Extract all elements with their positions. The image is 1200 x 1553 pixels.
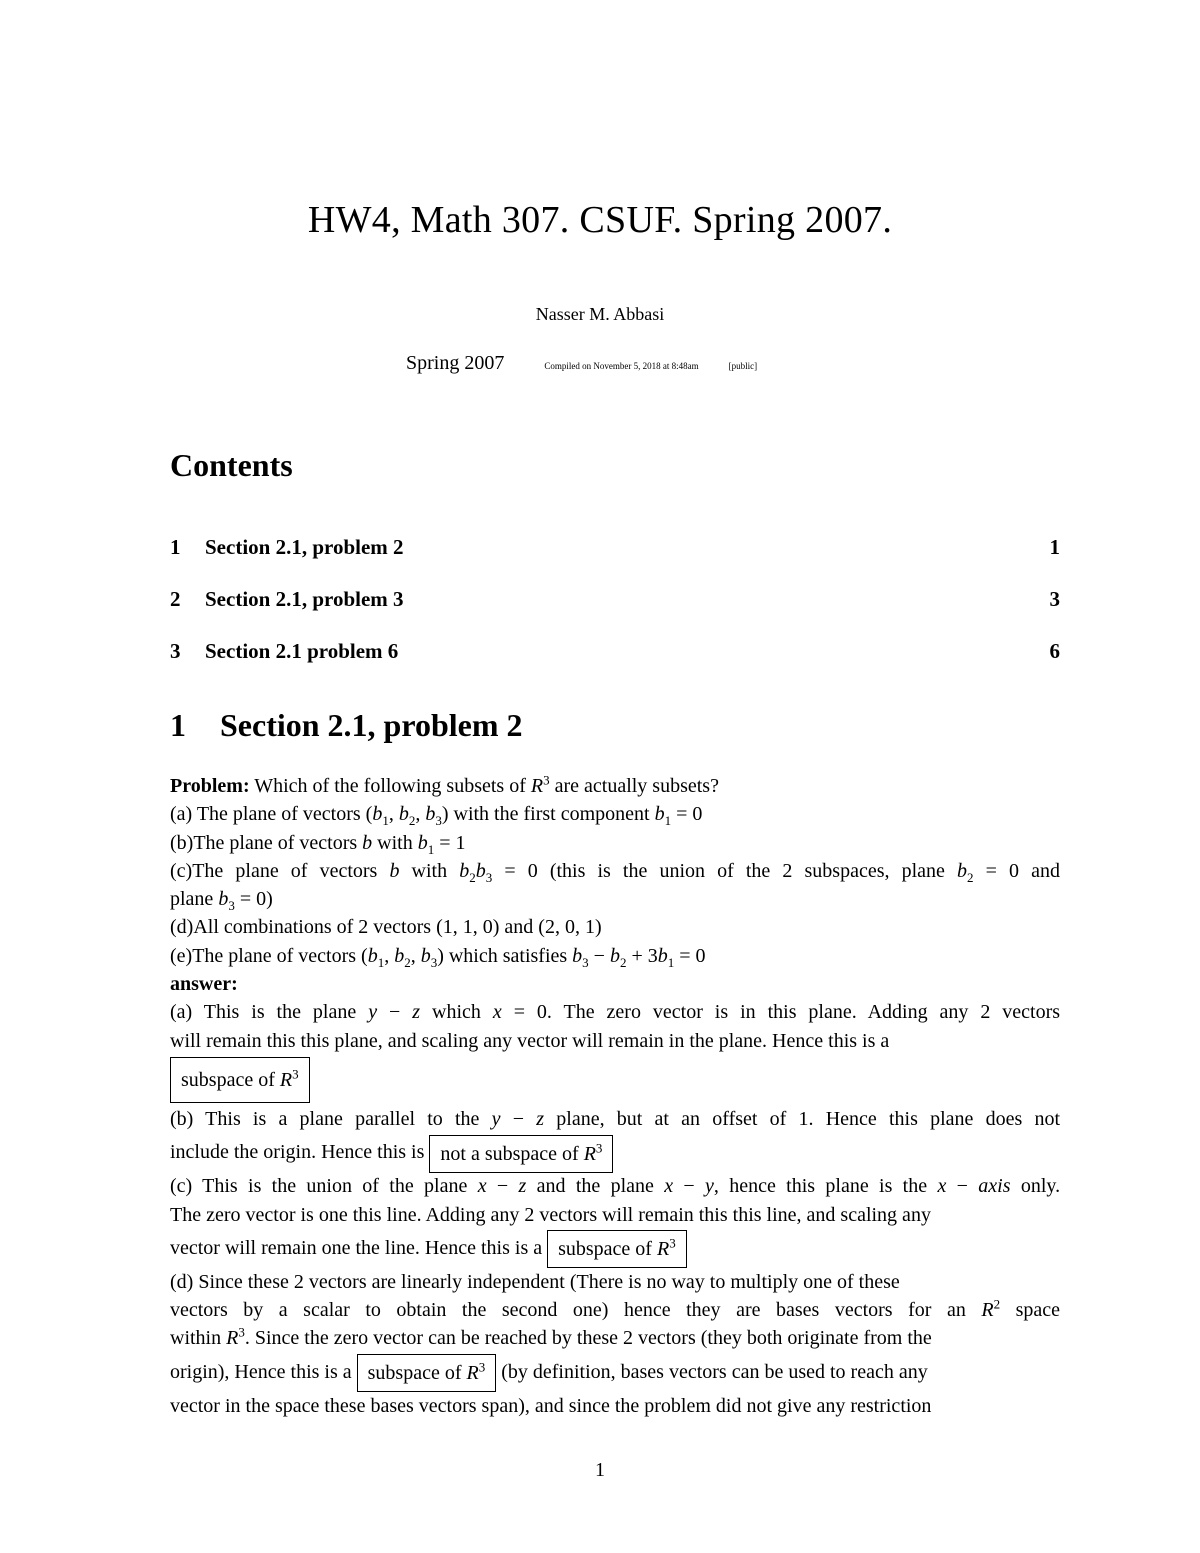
answer-label-line bbox=[170, 970, 1060, 998]
problem-item-e: (e)The plane of vectors ($b_1$, $b_2$, $b_3$) which satisfies $b_3 - b_2 + 3b_1 = 0$ bbox=[170, 944, 706, 970]
problem-item-d: (d)All combinations of 2 vectors (1, 1, 0) and (2, 0, 1) bbox=[170, 916, 602, 939]
answer-a-result bbox=[170, 1055, 1060, 1105]
toc-entry[interactable] bbox=[170, 532, 1060, 562]
problem-statement: Problem: Which of the following subsets of $R^3$ are actually subsets? bbox=[170, 772, 719, 797]
answer-label: answer: bbox=[170, 973, 238, 996]
toc-page: 3 bbox=[1049, 587, 1060, 611]
date: Spring 2007 bbox=[406, 352, 505, 374]
answer-c: (c) This is the union of the plane x − z and the plane x − y, hence this plane is the x − axis only. bbox=[170, 1175, 1060, 1198]
date-line bbox=[406, 352, 757, 382]
toc-number: 1 bbox=[170, 535, 181, 559]
author-name: Nasser M. Abbasi bbox=[535, 304, 665, 324]
answer-d-cont4: vector in the space these bases vectors span), and since the problem did not give any restriction bbox=[170, 1394, 932, 1417]
answer-c-result: vector will remain one the line. Hence this is a subspace of $R^3$ bbox=[170, 1229, 1060, 1268]
answer-d-cont2: within $R^3$. Since the zero vector can be reached by these 2 vectors (they both originate from the bbox=[170, 1324, 932, 1350]
answer-box: subspace of $R^3$ bbox=[547, 1230, 687, 1268]
answer-box: subspace of $R^3$ bbox=[170, 1057, 310, 1103]
toc-entry[interactable] bbox=[170, 584, 1060, 614]
toc-page: 1 bbox=[1049, 535, 1060, 559]
toc-page: 6 bbox=[1049, 639, 1060, 663]
problem-item-b: (b)The plane of vectors b with $b_1 = 1$ bbox=[170, 831, 466, 857]
section-title: Section 2.1, problem 2 bbox=[220, 707, 523, 743]
toc-label: Section 2.1, problem 3 bbox=[205, 587, 404, 611]
contents-heading: Contents bbox=[170, 447, 293, 483]
problem-item-c-cont: plane $b_3 = 0$) bbox=[170, 888, 273, 914]
answer-b: (b) This is a plane parallel to the y − z plane, but at an offset of 1. Hence this plane does not bbox=[170, 1107, 1060, 1130]
public-link[interactable]: [public] bbox=[728, 361, 758, 371]
answer-c-cont: The zero vector is one this line. Adding any 2 vectors will remain this this line, and scaling any bbox=[170, 1203, 931, 1226]
problem-item-a: (a) The plane of vectors ($b_1$, $b_2$, $b_3$) with the first component $b_1 = 0$ bbox=[170, 803, 703, 829]
answer-a-cont: will remain this this plane, and scaling any vector will remain in the plane. Hence this is a bbox=[170, 1029, 890, 1052]
answer-d-cont3: origin), Hence this is a subspace of $R^3$ (by definition, bases vectors can be used to reach any bbox=[170, 1353, 1060, 1392]
document-title: HW4, Math 307. CSUF. Spring 2007. bbox=[307, 199, 893, 241]
toc-number: 3 bbox=[170, 639, 181, 663]
toc-entry[interactable] bbox=[170, 636, 1060, 666]
section-number: 1 bbox=[170, 707, 186, 743]
toc-label: Section 2.1, problem 2 bbox=[205, 535, 404, 559]
answer-box: not a subspace of $R^3$ bbox=[429, 1135, 613, 1173]
answer-b-cont: include the origin. Hence this is not a subspace of $R^3$ bbox=[170, 1133, 1060, 1172]
answer-d: (d) Since these 2 vectors are linearly independent (There is no way to multiply one of these bbox=[170, 1270, 900, 1293]
answer-a: (a) This is the plane y − z which x = 0. The zero vector is in this plane. Adding any 2 vectors bbox=[170, 1001, 1060, 1024]
answer-d-cont1: vectors by a scalar to obtain the second one) hence they are bases vectors for an $R^2$ space bbox=[170, 1296, 1060, 1322]
toc-label: Section 2.1 problem 6 bbox=[205, 639, 399, 663]
problem-label: Problem: bbox=[170, 775, 250, 797]
section-body bbox=[170, 772, 1060, 1420]
problem-item-c: (c)The plane of vectors b with $b_2b_3 = 0$ (this is the union of the 2 subspaces, plane $b_2 = 0$ and bbox=[170, 859, 1060, 885]
compiled-note: Compiled on November 5, 2018 at 8:48am bbox=[544, 361, 699, 371]
toc-number: 2 bbox=[170, 587, 181, 611]
answer-box: subspace of $R^3$ bbox=[357, 1354, 497, 1392]
page-number: 1 bbox=[595, 1459, 605, 1481]
